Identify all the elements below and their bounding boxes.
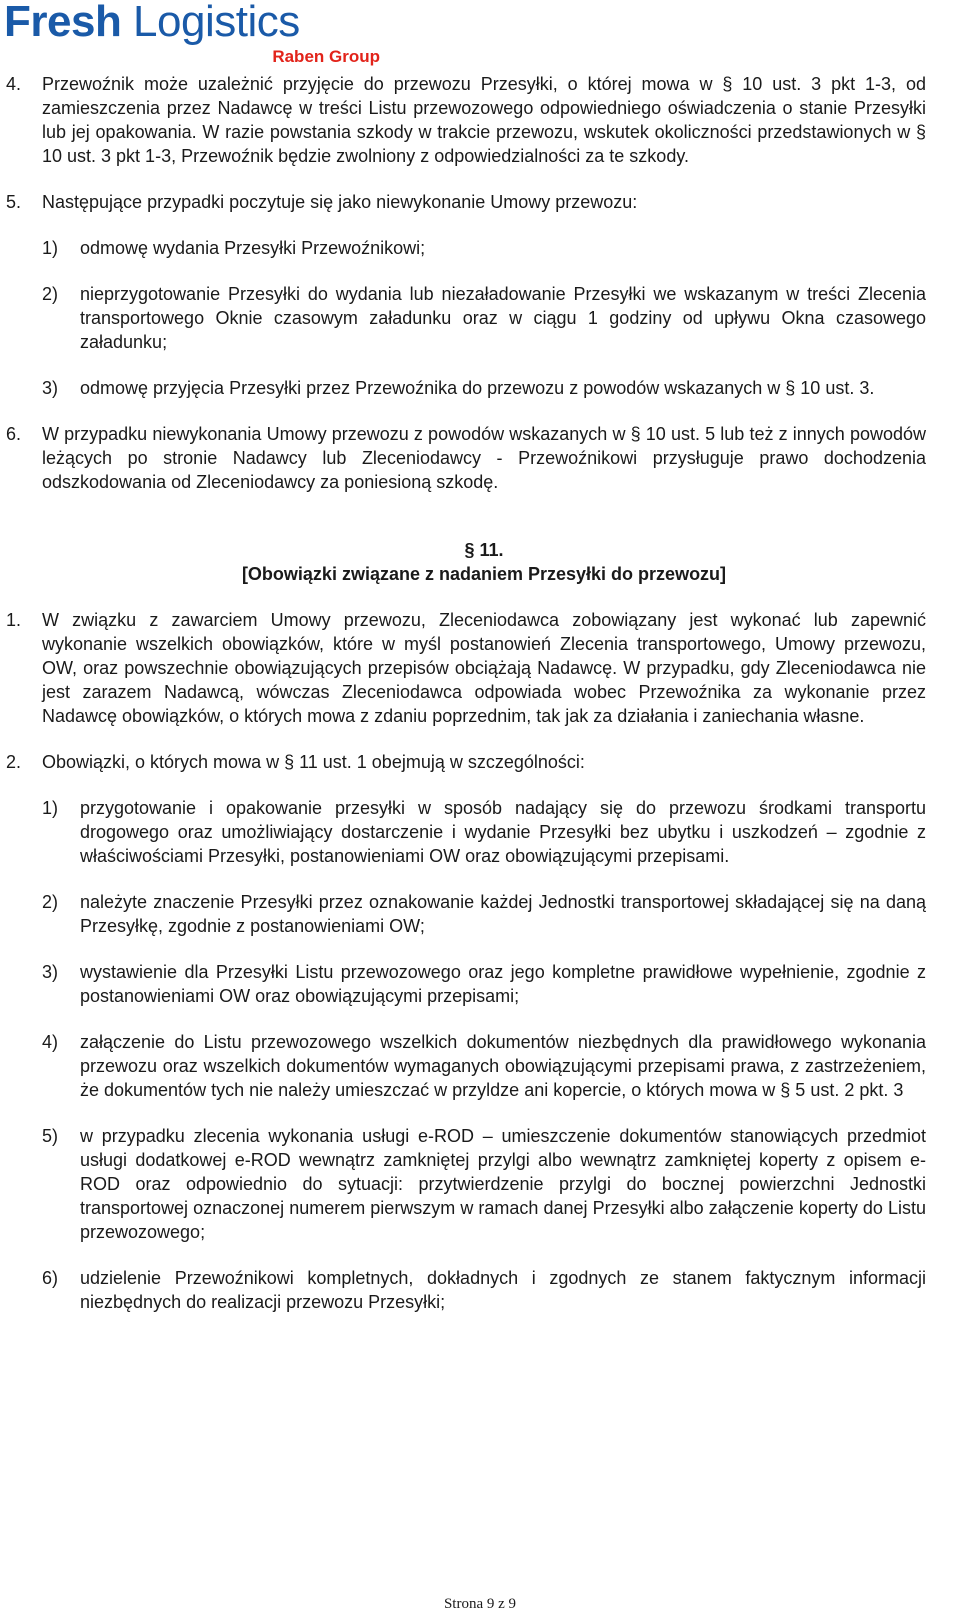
fresh-logistics-logo [4, 0, 384, 68]
document-body [0, 72, 960, 1336]
item-number: 5. [6, 192, 22, 212]
item-text: w przypadku zlecenia wykonania usługi e-ROD – umieszczenie dokumentów stanowiących przedmiot usługi dodatkowej e-ROD wewnątrz zamkniętej przylgi albo wewnątrz zamkniętej koperty z opisem e-ROD oraz odpowiednio do sytuacji: przytwierdzenie przylgi do bocznej powierzchni Jednostki transportowej oznaczonej numerem pierwszym w ramach danej Przesyłki albo załączenie koperty do Listu przewozowego; [80, 1126, 926, 1242]
item-text: odmowę przyjęcia Przesyłki przez Przewoźnika do przewozu z powodów wskazanych w § 10 ust. 3. [80, 378, 875, 398]
item-number: 6) [42, 1268, 59, 1288]
paragraph [0, 190, 960, 214]
paragraph [0, 422, 960, 494]
item-number: 5) [42, 1126, 59, 1146]
item-number: 4) [42, 1032, 59, 1052]
item-number: 2) [42, 892, 59, 912]
logo-text-bold: Fresh [4, 0, 122, 46]
item-text: nieprzygotowanie Przesyłki do wydania lub niezaładowanie Przesyłki we wskazanym w treści Zlecenia transportowego Oknie czasowym załadunku oraz w ciągu 1 godziny od upływu Okna czasowego załadunku; [80, 284, 926, 352]
item-text: należyte znaczenie Przesyłki przez oznakowanie każdej Jednostki transportowej składającej się na daną Przesyłkę, zgodnie z postanowieniami OW; [80, 892, 926, 936]
item-text: Obowiązki, o których mowa w § 11 ust. 1 obejmują w szczególności: [42, 752, 585, 772]
section-heading [42, 538, 926, 586]
item-text: odmowę wydania Przesyłki Przewoźnikowi; [80, 238, 426, 258]
list-item [0, 1124, 960, 1244]
item-text: załączenie do Listu przewozowego wszelkich dokumentów niezbędnych dla prawidłowego wykonania przewozu oraz wszelkich dokumentów wymaganych obowiązującymi przepisami prawa, z zastrzeżeniem, że dokumentów tych nie należy umieszczać w przyldze ani kopercie, o których mowa w § 5 ust. 2 pkt. 3 [80, 1032, 926, 1100]
list-item [0, 376, 960, 400]
item-number: 1) [42, 238, 59, 258]
item-text: W przypadku niewykonania Umowy przewozu z powodów wskazanych w § 10 ust. 5 lub też z innych powodów leżących po stronie Nadawcy lub Zleceniodawcy - Przewoźnikowi przysługuje prawo dochodzenia odszkodowania od Zleceniodawcy za poniesioną szkodę. [42, 424, 926, 492]
list-item [0, 236, 960, 260]
list-item [0, 282, 960, 354]
item-number: 6. [6, 424, 22, 444]
item-text: W związku z zawarciem Umowy przewozu, Zleceniodawca zobowiązany jest wykonać lub zapewnić wykonanie wszelkich obowiązków, które w myśl postanowień Zlecenia transportowego, Umowy przewozu, OW, oraz powszechnie obowiązujących przepisów obciążają Nadawcę. W przypadku, gdy Zleceniodawca nie jest zarazem Nadawcą, wówczas Zleceniodawca odpowiada wobec Przewoźnika za wykonanie przez Nadawcę obowiązków, o których mowa z zdaniu poprzednim, tak jak za działania i zaniechania własne. [42, 610, 926, 726]
paragraph [0, 72, 960, 168]
section-title: [Obowiązki związane z nadaniem Przesyłki do przewozu] [241, 564, 727, 584]
item-number: 2) [42, 284, 59, 304]
item-text: Następujące przypadki poczytuje się jako niewykonanie Umowy przewozu: [42, 192, 638, 212]
paragraphs-section-11 [0, 608, 960, 1314]
logo-text-regular: Logistics [121, 0, 300, 46]
item-number: 2. [6, 752, 22, 772]
paragraph [0, 608, 960, 728]
paragraphs-section-10 [0, 72, 960, 494]
logo-subtitle: Raben Group [272, 47, 380, 66]
item-number: 3) [42, 962, 59, 982]
list-item [0, 796, 960, 868]
item-text: przygotowanie i opakowanie przesyłki w sposób nadający się do przewozu środkami transportu drogowego oraz umożliwiający dostarczenie i wydanie Przesyłki bez ubytku i uszkodzeń – zgodnie z właściwościami Przesyłki, postanowieniami OW oraz obowiązującymi przepisami. [80, 798, 926, 866]
page-footer: Strona 9 z 9 [443, 1596, 517, 1612]
list-item [0, 890, 960, 938]
item-text: Przewoźnik może uzależnić przyjęcie do przewozu Przesyłki, o której mowa w § 10 ust. 3 pkt 1-3, od zamieszczenia przez Nadawcę w treści Listu przewozowego odpowiedniego oświadczenia o stanie Przesyłki lub jej opakowania. W razie powstania szkody w trakcie przewozu, wskutek okoliczności przedstawionych w § 10 ust. 3 pkt 1-3, Przewoźnik będzie zwolniony z odpowiedzialności za te szkody. [42, 74, 926, 166]
section-number: § 11. [464, 540, 504, 560]
paragraph [0, 750, 960, 774]
list-item [0, 1030, 960, 1102]
logo-wordmark [4, 0, 300, 48]
item-number: 1) [42, 798, 59, 818]
item-number: 4. [6, 74, 22, 94]
item-text: udzielenie Przewoźnikowi kompletnych, dokładnych i zgodnych ze stanem faktycznym informacji niezbędnych do realizacji przewozu Przesyłki; [80, 1268, 926, 1312]
list-item [0, 960, 960, 1008]
item-text: wystawienie dla Przesyłki Listu przewozowego oraz jego kompletne prawidłowe wypełnienie, zgodnie z postanowieniami OW oraz obowiązującymi przepisami; [80, 962, 926, 1006]
item-number: 3) [42, 378, 59, 398]
item-number: 1. [6, 610, 22, 630]
list-item [0, 1266, 960, 1314]
